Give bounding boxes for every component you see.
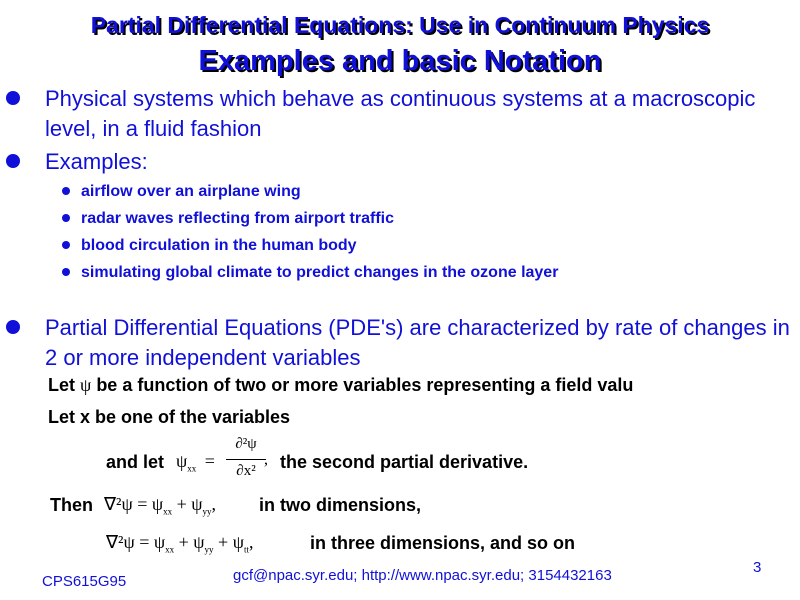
contact-info: gcf@npac.syr.edu; http://www.npac.syr.edu; 3154432163 [233,567,612,584]
bullet-dot [6,154,20,168]
example-item: airflow over an airplane wing [81,183,301,200]
bullet-physical-systems: Physical systems which behave as continuous systems at a macroscopic level, in a fluid fashion [45,86,756,141]
example-item: blood circulation in the human body [81,237,357,254]
sub-bullet-dot [62,214,70,222]
laplacian-3d: $\nabla^2\psi = \psi_{xx} + \psi_{yy} + \psi_{tt}$, [106,532,254,555]
fraction-denominator: ∂x² [236,463,256,479]
then-label: Then [50,495,93,515]
slide-title: Partial Differential Equations: Use in Continuum Physics [90,12,710,38]
example-item: simulating global climate to predict changes in the ozone layer [81,264,559,281]
and-let-label: and let [106,452,165,472]
bullet-pde: Partial Differential Equations (PDE's) are characterized by rate of changes in 2 or more independent variables [45,315,790,370]
comma: , [264,451,268,468]
let-psi-line: Let ψ be a function of two or more variables representing a field valu [48,375,634,395]
course-code: CPS615G95 [42,573,127,590]
slide-subtitle: Examples and basic Notation [198,45,602,77]
bullet-dot [6,320,20,334]
sub-bullet-dot [62,241,70,249]
fraction-numerator: ∂²ψ [235,436,257,452]
in-three-dimensions: in three dimensions, and so on [310,533,576,553]
page-number: 3 [753,559,762,576]
let-x-line: Let x be one of the variables [48,407,291,427]
bullet-examples: Examples: [45,149,148,174]
bullet-dot [6,91,20,105]
laplacian-2d: $\nabla^2\psi = \psi_{xx} + \psi_{yy}$, [104,494,217,517]
example-item: radar waves reflecting from airport traffic [81,210,394,227]
second-partial-text: the second partial derivative. [280,452,529,472]
fraction-bar [226,459,266,460]
in-two-dimensions: in two dimensions, [259,495,422,515]
psi-symbol: ψ [80,375,92,395]
psi-xx: $\psi_{xx}$ = [176,451,215,474]
sub-bullet-dot [62,187,70,195]
sub-bullet-dot [62,268,70,276]
